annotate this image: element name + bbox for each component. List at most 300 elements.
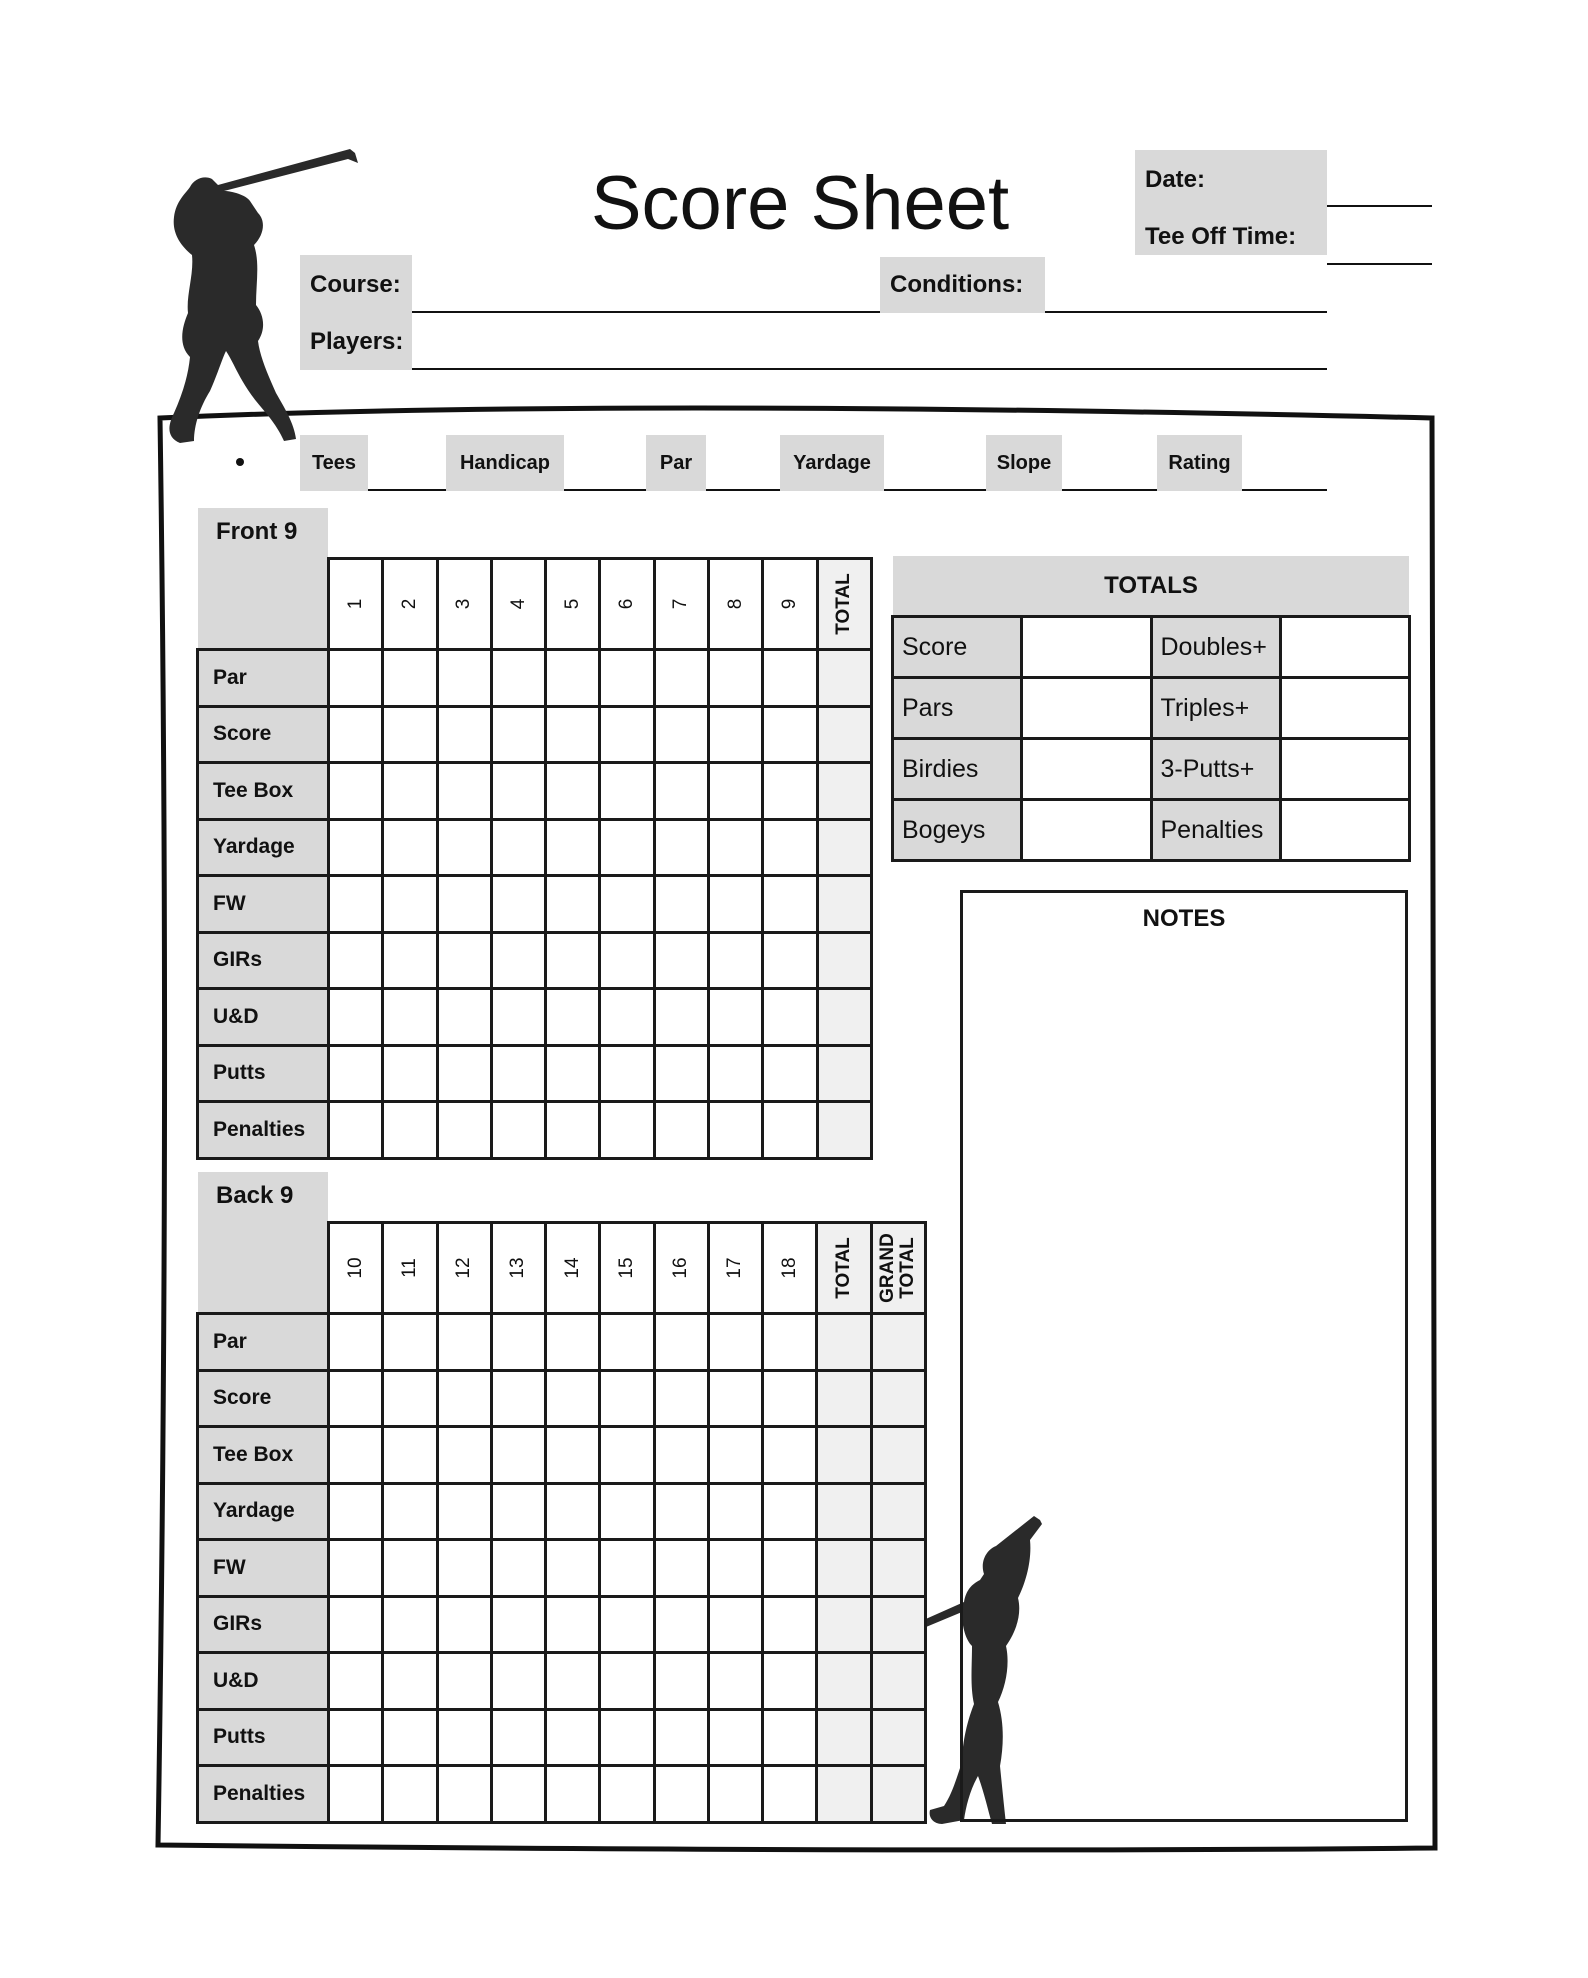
score-cell[interactable]: [654, 1314, 708, 1371]
score-cell[interactable]: [329, 1709, 383, 1766]
score-cell[interactable]: [437, 932, 491, 989]
score-cell[interactable]: [709, 763, 763, 820]
hole-number-header-label: 10: [344, 1257, 366, 1279]
hole-number-header-label: 8: [724, 598, 746, 610]
score-cell[interactable]: [709, 819, 763, 876]
hole-number-header-label: 18: [778, 1257, 800, 1279]
total-cell[interactable]: [817, 650, 871, 707]
score-cell[interactable]: [491, 932, 545, 989]
hole-number-header-label: 5: [561, 598, 583, 610]
score-cell[interactable]: [437, 819, 491, 876]
total-cell[interactable]: [817, 706, 871, 763]
score-cell[interactable]: [654, 989, 708, 1046]
score-cell[interactable]: [437, 1540, 491, 1597]
score-cell[interactable]: [329, 932, 383, 989]
score-cell[interactable]: [329, 706, 383, 763]
totals-header: TOTALS: [893, 556, 1409, 616]
row-label: FW: [198, 1540, 329, 1597]
totals-row: [893, 800, 1410, 861]
totals-label: Triples+: [1151, 678, 1280, 739]
score-cell[interactable]: [383, 1540, 437, 1597]
score-cell[interactable]: [546, 1653, 600, 1710]
score-cell[interactable]: [546, 1370, 600, 1427]
row-label: Putts: [198, 1045, 329, 1102]
row-label: Putts: [198, 1709, 329, 1766]
score-cell[interactable]: [654, 876, 708, 933]
grand-total-cell[interactable]: [871, 1483, 925, 1540]
score-cell[interactable]: [654, 1709, 708, 1766]
grand-total-cell[interactable]: [871, 1370, 925, 1427]
row-label: FW: [198, 876, 329, 933]
score-cell[interactable]: [600, 650, 654, 707]
score-cell[interactable]: [763, 1709, 817, 1766]
score-cell[interactable]: [383, 650, 437, 707]
score-cell[interactable]: [546, 932, 600, 989]
score-cell[interactable]: [654, 1540, 708, 1597]
hole-number-header: [654, 559, 708, 650]
back9-label: Back 9: [198, 1172, 328, 1220]
totals-label: Penalties: [1151, 800, 1280, 861]
score-cell[interactable]: [329, 763, 383, 820]
score-cell[interactable]: [600, 1370, 654, 1427]
score-cell[interactable]: [437, 706, 491, 763]
grand-total-cell[interactable]: [871, 1596, 925, 1653]
score-cell[interactable]: [546, 763, 600, 820]
handicap-field[interactable]: [564, 489, 646, 491]
date-field[interactable]: [1327, 205, 1432, 207]
grand-total-cell[interactable]: [871, 1314, 925, 1371]
par-label: Par: [646, 435, 706, 491]
row-label: Yardage: [198, 1483, 329, 1540]
score-cell[interactable]: [708, 1709, 762, 1766]
table-row: [198, 819, 872, 876]
score-cell[interactable]: [329, 1102, 383, 1159]
score-cell[interactable]: [708, 1370, 762, 1427]
score-cell[interactable]: [546, 819, 600, 876]
row-label: Penalties: [198, 1102, 329, 1159]
table-row: [198, 1483, 926, 1540]
score-cell[interactable]: [491, 1314, 545, 1371]
score-cell[interactable]: [654, 1102, 708, 1159]
score-cell[interactable]: [763, 763, 817, 820]
score-cell[interactable]: [763, 1370, 817, 1427]
total-cell[interactable]: [817, 1653, 871, 1710]
score-cell[interactable]: [546, 1709, 600, 1766]
score-cell[interactable]: [763, 1766, 817, 1823]
grand-total-cell[interactable]: [871, 1540, 925, 1597]
score-cell[interactable]: [600, 1045, 654, 1102]
hole-number-header: [383, 559, 437, 650]
hole-number-header-label: 9: [779, 598, 801, 610]
row-label: U&D: [198, 989, 329, 1046]
score-cell[interactable]: [600, 1596, 654, 1653]
score-cell[interactable]: [383, 1709, 437, 1766]
total-cell[interactable]: [817, 1766, 871, 1823]
hole-number-header: [654, 1223, 708, 1314]
score-cell[interactable]: [600, 932, 654, 989]
score-cell[interactable]: [600, 1483, 654, 1540]
players-label: Players:: [310, 328, 404, 355]
score-cell[interactable]: [329, 1596, 383, 1653]
table-row: [198, 876, 872, 933]
score-cell[interactable]: [329, 1314, 383, 1371]
totals-value-cell[interactable]: [1022, 678, 1151, 739]
course-label: Course:: [310, 271, 401, 298]
hole-number-header-label: 14: [561, 1257, 583, 1279]
score-cell[interactable]: [329, 876, 383, 933]
score-cell[interactable]: [654, 706, 708, 763]
back9-header: [327, 1221, 927, 1315]
score-cell[interactable]: [709, 876, 763, 933]
grand-total-header-label: GRAND TOTAL: [877, 1233, 919, 1303]
score-cell[interactable]: [383, 1314, 437, 1371]
score-cell[interactable]: [709, 989, 763, 1046]
score-cell[interactable]: [383, 932, 437, 989]
score-cell[interactable]: [708, 1314, 762, 1371]
totals-value-cell[interactable]: [1022, 739, 1151, 800]
hole-number-header-label: 7: [670, 598, 692, 610]
score-cell[interactable]: [763, 989, 817, 1046]
score-cell[interactable]: [546, 650, 600, 707]
score-cell[interactable]: [437, 1045, 491, 1102]
score-cell[interactable]: [600, 1709, 654, 1766]
hole-number-header: [383, 1223, 437, 1314]
score-cell[interactable]: [600, 989, 654, 1046]
hole-number-header: [763, 1223, 817, 1314]
score-cell[interactable]: [708, 1766, 762, 1823]
score-cell[interactable]: [329, 1653, 383, 1710]
totals-label: 3-Putts+: [1151, 739, 1280, 800]
score-cell[interactable]: [600, 1102, 654, 1159]
grand-total-header: [871, 1223, 925, 1314]
score-cell[interactable]: [491, 1653, 545, 1710]
score-cell[interactable]: [383, 763, 437, 820]
table-row: [198, 650, 872, 707]
totals-label: Bogeys: [893, 800, 1022, 861]
grand-total-cell[interactable]: [871, 1709, 925, 1766]
score-cell[interactable]: [383, 1370, 437, 1427]
score-cell[interactable]: [546, 989, 600, 1046]
totals-value-cell[interactable]: [1022, 800, 1151, 861]
hole-number-header: [546, 1223, 600, 1314]
table-row: [198, 1370, 926, 1427]
course-field[interactable]: [412, 311, 880, 313]
score-cell[interactable]: [546, 876, 600, 933]
score-cell[interactable]: [763, 1045, 817, 1102]
score-cell[interactable]: [654, 1596, 708, 1653]
score-cell[interactable]: [491, 706, 545, 763]
total-cell[interactable]: [817, 1045, 871, 1102]
table-row: [198, 1653, 926, 1710]
score-cell[interactable]: [654, 1766, 708, 1823]
hole-number-header: [709, 559, 763, 650]
score-cell[interactable]: [491, 1427, 545, 1484]
score-cell[interactable]: [546, 1102, 600, 1159]
score-cell[interactable]: [546, 1045, 600, 1102]
score-cell[interactable]: [437, 1483, 491, 1540]
score-cell[interactable]: [437, 1709, 491, 1766]
row-label: Score: [198, 706, 329, 763]
total-cell[interactable]: [817, 819, 871, 876]
totals-value-cell[interactable]: [1280, 617, 1409, 678]
total-cell[interactable]: [817, 1483, 871, 1540]
hole-number-header: [329, 1223, 383, 1314]
score-cell[interactable]: [491, 989, 545, 1046]
score-cell[interactable]: [763, 1102, 817, 1159]
total-cell[interactable]: [817, 1314, 871, 1371]
table-row: [198, 932, 872, 989]
tees-field[interactable]: [368, 489, 446, 491]
score-cell[interactable]: [491, 1540, 545, 1597]
score-cell[interactable]: [600, 1314, 654, 1371]
front9-label: Front 9: [198, 508, 328, 556]
score-cell[interactable]: [383, 1766, 437, 1823]
hole-number-header-label: 17: [724, 1257, 746, 1279]
rating-field[interactable]: [1242, 489, 1327, 491]
table-row: [198, 763, 872, 820]
hole-number-header: [546, 559, 600, 650]
score-cell[interactable]: [329, 1045, 383, 1102]
hole-number-header-label: 2: [398, 598, 420, 610]
row-label: U&D: [198, 1653, 329, 1710]
row-label: Tee Box: [198, 763, 329, 820]
grand-total-cell[interactable]: [871, 1653, 925, 1710]
score-cell[interactable]: [654, 1653, 708, 1710]
grand-total-cell[interactable]: [871, 1427, 925, 1484]
total-cell[interactable]: [817, 1596, 871, 1653]
row-label: Tee Box: [198, 1427, 329, 1484]
score-cell[interactable]: [491, 1102, 545, 1159]
score-cell[interactable]: [383, 1653, 437, 1710]
score-cell[interactable]: [491, 1596, 545, 1653]
score-cell[interactable]: [763, 650, 817, 707]
total-cell[interactable]: [817, 989, 871, 1046]
score-cell[interactable]: [329, 989, 383, 1046]
score-cell[interactable]: [708, 1427, 762, 1484]
totals-value-cell[interactable]: [1280, 678, 1409, 739]
hole-number-header: [437, 1223, 491, 1314]
score-cell[interactable]: [654, 1483, 708, 1540]
score-cell[interactable]: [709, 932, 763, 989]
score-cell[interactable]: [654, 650, 708, 707]
row-label: GIRs: [198, 932, 329, 989]
front9-header: [327, 557, 873, 651]
hole-number-header: [491, 1223, 545, 1314]
score-cell[interactable]: [437, 1102, 491, 1159]
score-cell[interactable]: [437, 1314, 491, 1371]
hole-number-header: [763, 559, 817, 650]
table-row: [198, 989, 872, 1046]
total-cell[interactable]: [817, 1709, 871, 1766]
score-cell[interactable]: [383, 706, 437, 763]
score-cell[interactable]: [654, 1427, 708, 1484]
score-cell[interactable]: [763, 1540, 817, 1597]
score-cell[interactable]: [763, 1483, 817, 1540]
total-cell[interactable]: [817, 876, 871, 933]
score-cell[interactable]: [763, 819, 817, 876]
score-cell[interactable]: [709, 1045, 763, 1102]
score-cell[interactable]: [708, 1653, 762, 1710]
score-cell[interactable]: [600, 1766, 654, 1823]
score-cell[interactable]: [383, 1427, 437, 1484]
score-cell[interactable]: [437, 876, 491, 933]
score-cell[interactable]: [763, 932, 817, 989]
totals-row: [893, 617, 1410, 678]
hole-number-header: [491, 559, 545, 650]
par-field[interactable]: [706, 489, 780, 491]
score-cell[interactable]: [708, 1540, 762, 1597]
hole-number-header-label: 11: [398, 1258, 420, 1278]
score-cell[interactable]: [383, 989, 437, 1046]
score-cell[interactable]: [491, 763, 545, 820]
score-cell[interactable]: [654, 819, 708, 876]
table-row: [198, 1709, 926, 1766]
score-cell[interactable]: [491, 819, 545, 876]
score-cell[interactable]: [329, 1766, 383, 1823]
score-cell[interactable]: [437, 989, 491, 1046]
score-cell[interactable]: [654, 763, 708, 820]
totals-label: Birdies: [893, 739, 1022, 800]
score-cell[interactable]: [600, 1427, 654, 1484]
score-cell[interactable]: [600, 876, 654, 933]
score-cell[interactable]: [546, 1483, 600, 1540]
score-cell[interactable]: [383, 876, 437, 933]
tee-off-field[interactable]: [1327, 263, 1432, 265]
table-row: [198, 1314, 926, 1371]
score-cell[interactable]: [491, 1370, 545, 1427]
score-cell[interactable]: [546, 1314, 600, 1371]
table-row: [198, 1540, 926, 1597]
score-cell[interactable]: [546, 1540, 600, 1597]
score-cell[interactable]: [329, 1540, 383, 1597]
hole-number-header: [708, 1223, 762, 1314]
score-cell[interactable]: [491, 1766, 545, 1823]
score-cell[interactable]: [329, 819, 383, 876]
score-cell[interactable]: [546, 1596, 600, 1653]
totals-row: [893, 678, 1410, 739]
score-cell[interactable]: [763, 1427, 817, 1484]
score-cell[interactable]: [763, 1653, 817, 1710]
hole-number-header: [437, 559, 491, 650]
tee-off-label: Tee Off Time:: [1145, 223, 1297, 250]
tees-label: Tees: [300, 435, 368, 491]
score-cell[interactable]: [491, 650, 545, 707]
totals-label: Score: [893, 617, 1022, 678]
total-cell[interactable]: [817, 763, 871, 820]
score-cell[interactable]: [763, 1314, 817, 1371]
total-cell[interactable]: [817, 932, 871, 989]
row-label: Yardage: [198, 819, 329, 876]
table-row: [198, 706, 872, 763]
hole-number-header-label: 12: [453, 1257, 475, 1279]
totals-value-cell[interactable]: [1280, 739, 1409, 800]
score-cell[interactable]: [600, 763, 654, 820]
score-cell[interactable]: [437, 1596, 491, 1653]
yardage-field[interactable]: [884, 489, 986, 491]
handicap-label: Handicap: [446, 435, 564, 491]
totals-row: [893, 739, 1410, 800]
slope-field[interactable]: [1062, 489, 1157, 491]
players-field[interactable]: [412, 368, 1327, 370]
row-label: Penalties: [198, 1766, 329, 1823]
total-cell[interactable]: [817, 1370, 871, 1427]
hole-number-header: [600, 1223, 654, 1314]
hole-number-header-label: 13: [507, 1257, 529, 1279]
score-cell[interactable]: [600, 1653, 654, 1710]
grand-total-cell[interactable]: [871, 1766, 925, 1823]
totals-label: Doubles+: [1151, 617, 1280, 678]
score-cell[interactable]: [491, 1483, 545, 1540]
hole-number-header-label: 16: [670, 1257, 692, 1279]
score-cell[interactable]: [600, 1540, 654, 1597]
slope-label: Slope: [986, 435, 1062, 491]
total-cell[interactable]: [817, 1427, 871, 1484]
score-cell[interactable]: [600, 706, 654, 763]
hole-number-header-label: 4: [507, 598, 529, 610]
score-cell[interactable]: [546, 1766, 600, 1823]
totals-value-cell[interactable]: [1022, 617, 1151, 678]
score-cell[interactable]: [383, 1045, 437, 1102]
score-cell[interactable]: [709, 650, 763, 707]
score-cell[interactable]: [383, 819, 437, 876]
score-cell[interactable]: [654, 1045, 708, 1102]
score-cell[interactable]: [763, 876, 817, 933]
score-cell[interactable]: [708, 1483, 762, 1540]
score-cell[interactable]: [546, 1427, 600, 1484]
score-cell[interactable]: [383, 1102, 437, 1159]
score-cell[interactable]: [329, 1370, 383, 1427]
score-cell[interactable]: [437, 1766, 491, 1823]
score-cell[interactable]: [437, 1427, 491, 1484]
score-cell[interactable]: [329, 1427, 383, 1484]
score-cell[interactable]: [491, 1709, 545, 1766]
score-cell[interactable]: [329, 1483, 383, 1540]
notes-title: NOTES: [1142, 905, 1226, 932]
score-cell[interactable]: [437, 1653, 491, 1710]
totals-table: [891, 615, 1411, 862]
conditions-label: Conditions:: [880, 257, 1045, 313]
score-cell[interactable]: [654, 1370, 708, 1427]
score-cell[interactable]: [329, 650, 383, 707]
score-cell[interactable]: [437, 1370, 491, 1427]
notes-box[interactable]: [960, 890, 1408, 1822]
score-cell[interactable]: [709, 706, 763, 763]
score-cell[interactable]: [437, 763, 491, 820]
score-cell[interactable]: [437, 650, 491, 707]
total-cell[interactable]: [817, 1540, 871, 1597]
score-cell[interactable]: [491, 876, 545, 933]
score-cell[interactable]: [708, 1596, 762, 1653]
score-cell[interactable]: [763, 1596, 817, 1653]
hole-number-header-label: 15: [615, 1257, 637, 1279]
score-cell[interactable]: [491, 1045, 545, 1102]
score-cell[interactable]: [709, 1102, 763, 1159]
score-cell[interactable]: [383, 1596, 437, 1653]
total-header-label: TOTAL: [833, 573, 855, 635]
score-cell[interactable]: [763, 706, 817, 763]
score-cell[interactable]: [654, 932, 708, 989]
totals-value-cell[interactable]: [1280, 800, 1409, 861]
table-row: [198, 1102, 872, 1159]
hole-number-header: [600, 559, 654, 650]
score-cell[interactable]: [383, 1483, 437, 1540]
total-cell[interactable]: [817, 1102, 871, 1159]
score-cell[interactable]: [546, 706, 600, 763]
page-title: Score Sheet: [590, 161, 1010, 246]
conditions-field[interactable]: [1045, 311, 1327, 313]
hole-number-header: [329, 559, 383, 650]
score-cell[interactable]: [600, 819, 654, 876]
